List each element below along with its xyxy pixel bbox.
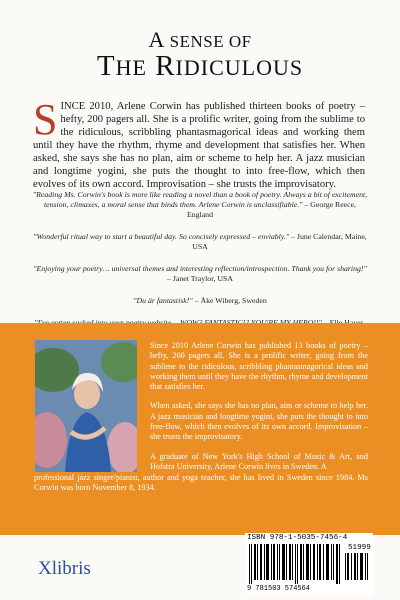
quote-author: – Janet Traylor, USA — [167, 274, 233, 283]
quote-text: "Enjoying your poetry… universal themes and interesting reflection/introspection. Thank you for sharing!" — [33, 264, 367, 273]
quote-author: – June Calendar, Maine, USA — [192, 232, 367, 251]
summary-paragraph-2: When asked, she says she has no plan, aim or scheme to help her. A jazz musician and longtime yogini, she puts the thought to into free-flow, which then evolves of its own accord. Improvisation – she trusts the improvisatory. — [150, 401, 368, 442]
xlibris-logo: Xlibris — [38, 558, 91, 579]
quote-author: – Åke Wiberg, Sweden — [192, 296, 267, 305]
price-code: 51999 — [348, 544, 371, 552]
summary-paragraph-1: Since 2010 Arlene Corwin has published 13 books of poetry – hefty, 200 pagers all. She is a prolific writer, going from the sublime to the ridiculous, scribbling phantasmagorical ideas and working them until they have the rhythm, rhyme and development that satisfies her. — [150, 341, 368, 392]
title-word-a: A — [148, 27, 164, 52]
quote-text: "Wonderful ritual way to start a beautiful day. So concisely expressed – enviably." — [33, 232, 290, 241]
barcode-area — [245, 533, 373, 595]
review-quote — [32, 232, 368, 252]
title-he: HE — [115, 55, 147, 80]
barcode-number: 9 781503 574564 — [247, 585, 311, 593]
author-photo — [35, 340, 137, 472]
review-quote — [32, 296, 368, 306]
bio-line-1: A graduate of New York's High School of Music & Art, and Hofstra University, Arlene Corwin lives in Sweden. A — [150, 451, 368, 471]
review-quote — [32, 190, 368, 220]
review-quote — [32, 264, 368, 284]
title-line-2 — [0, 50, 400, 83]
quote-text: "Du är fantastisk!" — [133, 296, 193, 305]
isbn-text: ISBN 978-1-5035-7456-4 — [247, 534, 348, 542]
quote-text: "Reading Ms. Corwin's book is more like reading a novel than a book of poetry. Always a bit of excitement, tension, climaxes, a moral sense that binds them. Arlene Corwin is unclassifiable." — [32, 190, 368, 209]
title-words-sense-of: SENSE OF — [169, 32, 252, 51]
title-cap-r: R — [155, 50, 176, 82]
blurb-text: INCE 2010, Arlene Corwin has published thirteen books of poetry – hefty, 200 pagers all. She is a prolific writer, going from the sublime to the ridiculous, scribbling phantasmagorical ideas and working them until they have the rhythm, rhyme and development that satisfies her. When asked, she says she has no plan, aim or scheme to help her. A jazz musician and longtime yogini, she puts the thought to into free-flow, which then evolves of its own accord. Improvisation – she trusts the improvisatory. — [33, 101, 365, 190]
intro-blurb — [33, 95, 365, 191]
drop-cap: S — [33, 95, 58, 144]
quote-author: – George Reece, England — [187, 200, 356, 219]
title-cap-t: T — [96, 50, 116, 82]
author-bio: professional jazz singer/pianist, author and yoga teacher, she has lived in Sweden since 1984. Ms Corwin was born November 8, 1934. — [34, 473, 368, 493]
title-idiculous: IDICULOUS — [175, 55, 304, 80]
author-summary — [150, 341, 368, 481]
